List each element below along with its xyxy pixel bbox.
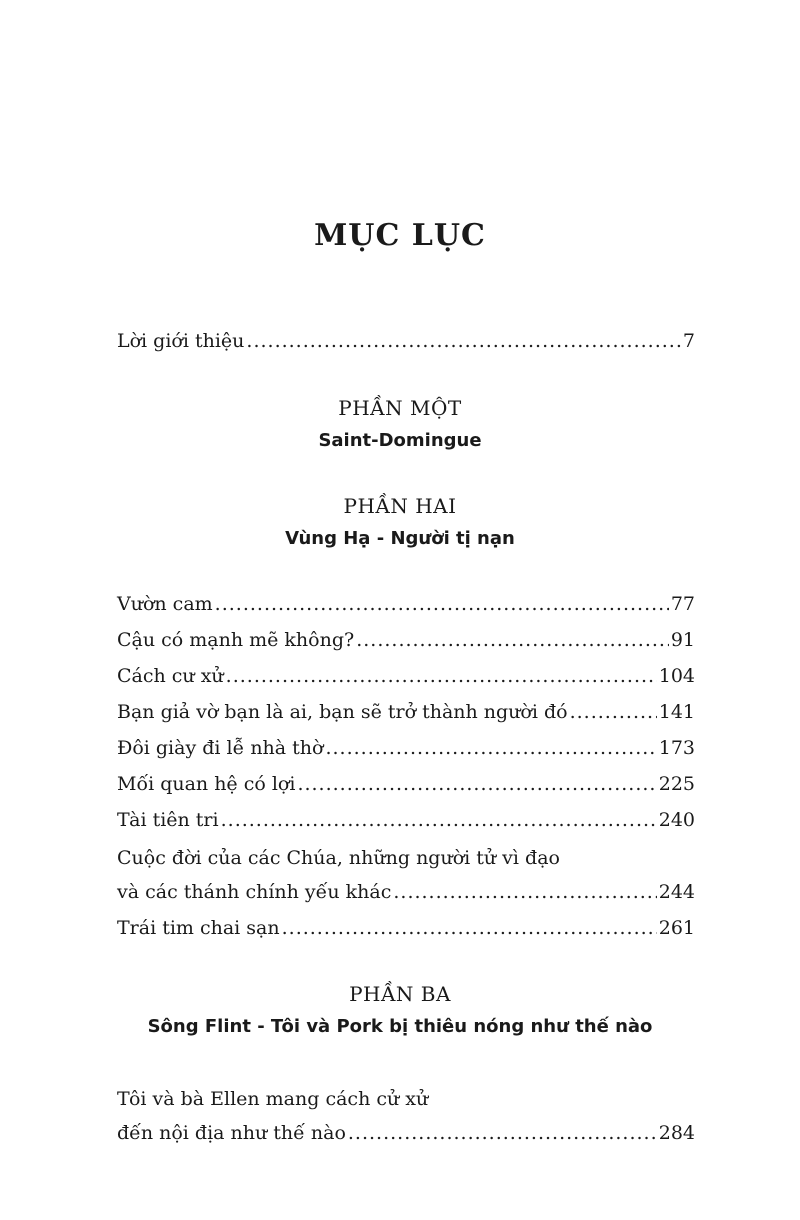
toc-entry-page: 7 — [682, 330, 695, 352]
leader-dots — [356, 627, 669, 653]
toc-entry-page: 104 — [658, 665, 695, 687]
part-label: PHẦN HAI — [343, 494, 457, 518]
toc-entry-label: Đôi giày đi lễ nhà thờ — [117, 737, 324, 759]
part-title: Vùng Hạ - Người tị nạn — [285, 528, 515, 549]
page-title: MỤC LỤC — [314, 218, 486, 253]
leader-dots — [282, 915, 657, 941]
toc-entry-page: 91 — [670, 629, 695, 651]
toc-entry-page: 244 — [658, 881, 695, 903]
toc-entry-label-line[interactable]: Cuộc đời của các Chúa, những người tử vì đạo — [117, 847, 560, 869]
leader-dots — [348, 1120, 657, 1146]
toc-entry-label: và các thánh chính yếu khác — [117, 881, 392, 903]
toc-entry-label-line[interactable]: Tôi và bà Ellen mang cách cử xử — [117, 1088, 429, 1110]
toc-entry-label: Vườn cam — [117, 593, 213, 615]
toc-entry-intro[interactable] — [117, 328, 695, 354]
toc-entry[interactable] — [117, 807, 695, 833]
toc-entry-label: Bạn giả vờ bạn là ai, bạn sẽ trở thành người đó — [117, 701, 568, 723]
toc-entry-page: 173 — [658, 737, 695, 759]
toc-entry-page: 77 — [670, 593, 695, 615]
toc-entry-label: Mối quan hệ có lợi — [117, 773, 296, 795]
toc-entry-label: Cách cư xử — [117, 665, 224, 687]
toc-entry-page: 240 — [658, 809, 695, 831]
toc-entry[interactable] — [117, 771, 695, 797]
toc-entry-label: Lời giới thiệu — [117, 330, 245, 352]
toc-entry[interactable] — [117, 663, 695, 689]
toc-entry[interactable] — [117, 915, 695, 941]
toc-entry-label: Cậu có mạnh mẽ không? — [117, 629, 355, 651]
toc-entry[interactable] — [117, 879, 695, 905]
leader-dots — [325, 735, 656, 761]
toc-entry-page: 261 — [658, 917, 695, 939]
toc-entry-page: 141 — [658, 701, 695, 723]
leader-dots — [246, 328, 681, 354]
toc-entry-label: đến nội địa như thế nào — [117, 1122, 346, 1144]
leader-dots — [297, 771, 656, 797]
leader-dots — [226, 663, 657, 689]
leader-dots — [215, 591, 669, 617]
part-label: PHẦN BA — [349, 982, 451, 1006]
toc-entry-page: 284 — [658, 1122, 695, 1144]
toc-entry[interactable] — [117, 699, 695, 725]
toc-entry-label: Tài tiên tri — [117, 809, 219, 831]
toc-entry-label: Trái tim chai sạn — [117, 917, 280, 939]
leader-dots — [570, 699, 657, 725]
part-label: PHẦN MỘT — [338, 396, 462, 420]
toc-entry[interactable] — [117, 627, 695, 653]
toc-entry-page: 225 — [658, 773, 695, 795]
toc-entry[interactable] — [117, 1120, 695, 1146]
leader-dots — [393, 879, 656, 905]
leader-dots — [221, 807, 657, 833]
part-title: Saint-Domingue — [318, 430, 482, 451]
part-title: Sông Flint - Tôi và Pork bị thiêu nóng như thế nào — [147, 1016, 653, 1037]
toc-entry[interactable] — [117, 735, 695, 761]
toc-entry[interactable] — [117, 591, 695, 617]
